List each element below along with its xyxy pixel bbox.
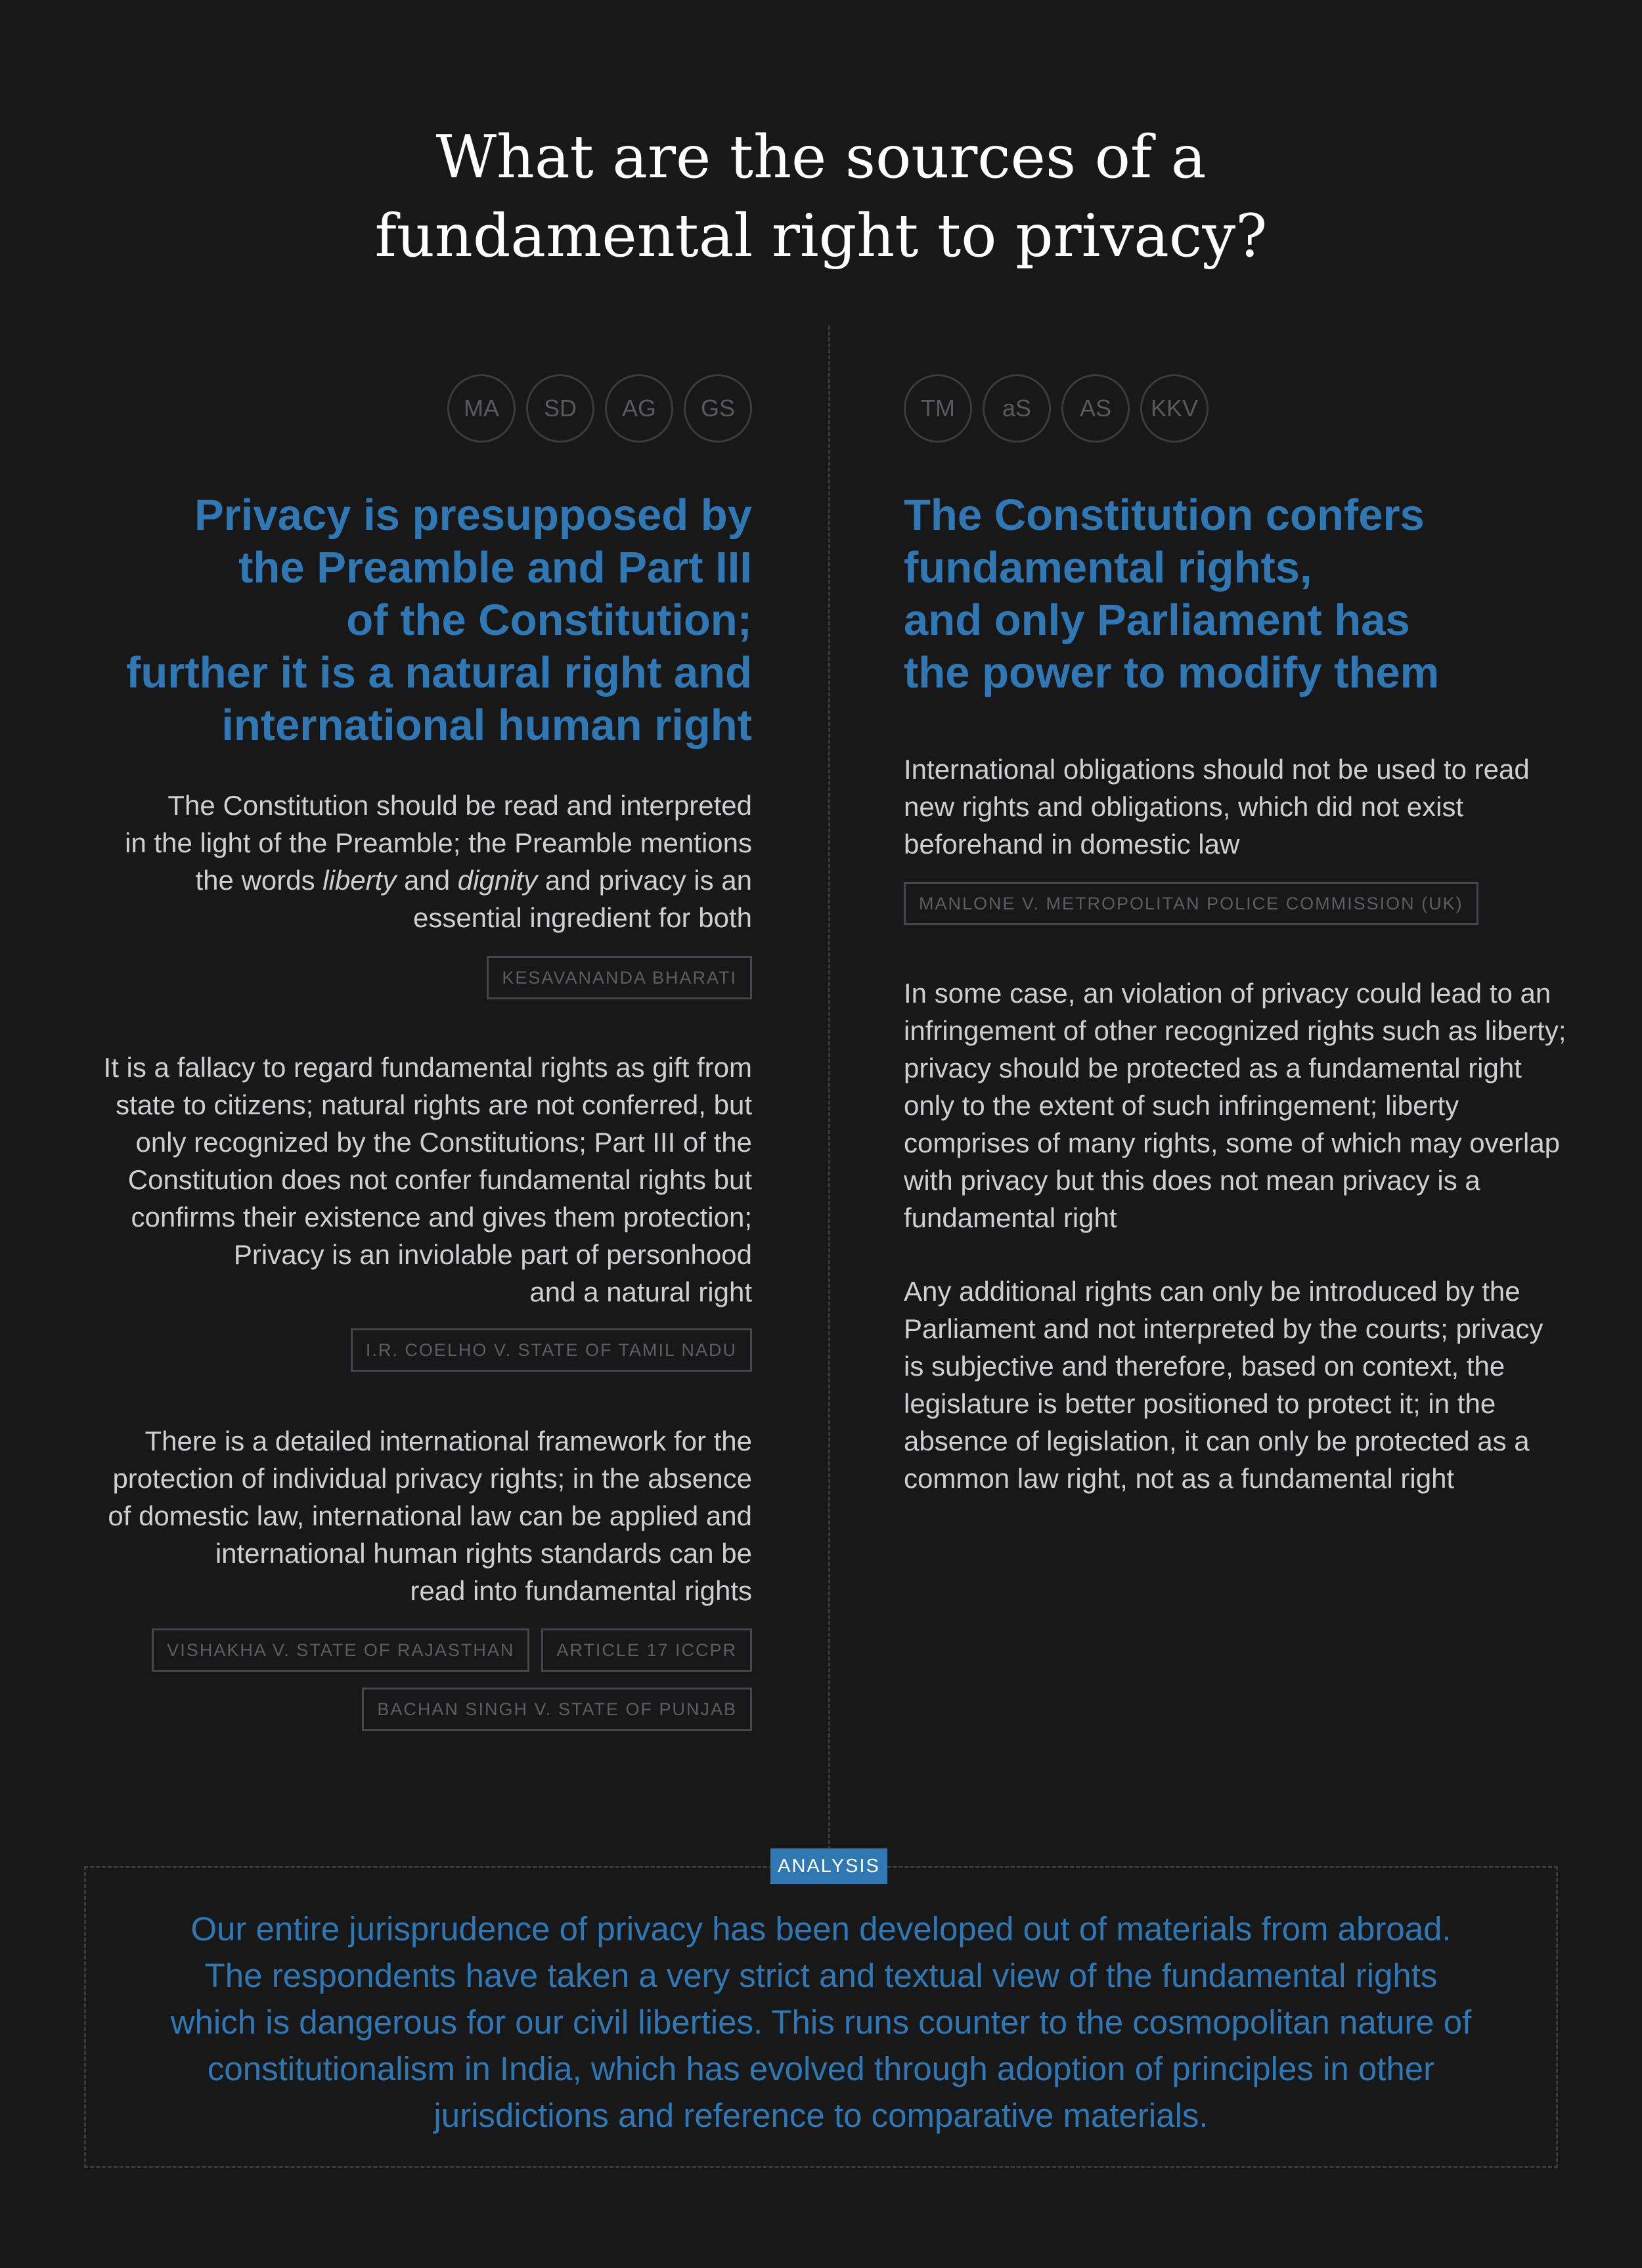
analysis-text (99, 1906, 1543, 2139)
left-argument-1-tags (92, 956, 752, 999)
argument-line: is subjective and therefore, based on context, the (904, 1351, 1505, 1382)
left-heading (92, 489, 752, 752)
right-argument-1-tags (904, 882, 1613, 925)
title-line-2: fundamental right to privacy? (374, 202, 1268, 271)
right-heading-line: and only Parliament has (904, 596, 1410, 645)
left-heading-line: Privacy is presupposed by (194, 491, 752, 540)
analysis-badge: ANALYSIS (770, 1848, 887, 1884)
right-argument-1 (904, 751, 1613, 863)
case-tag[interactable]: KESAVANANDA BHARATI (487, 956, 752, 999)
argument-line: Parliament and not interpreted by the courts; privacy (904, 1313, 1543, 1344)
argument-line: Any additional rights can only be introduced by the (904, 1276, 1520, 1307)
avatar[interactable]: AG (605, 374, 673, 443)
left-argument-2-tags (92, 1328, 752, 1372)
right-argument-2 (904, 974, 1620, 1236)
analysis-line: jurisdictions and reference to comparative materials. (433, 2097, 1209, 2134)
case-tag[interactable]: ARTICLE 17 ICCPR (541, 1628, 752, 1672)
argument-line: international human rights standards can be (215, 1538, 752, 1569)
argument-line: There is a detailed international framework for the (144, 1426, 752, 1456)
case-tag[interactable]: BACHAN SINGH V. STATE OF PUNJAB (362, 1688, 752, 1731)
analysis-line: Our entire jurisprudence of privacy has been developed out of materials from abroad. (190, 1910, 1452, 1948)
left-heading-line: of the Constitution; (346, 596, 752, 645)
argument-line: It is a fallacy to regard fundamental rights as gift from (103, 1052, 752, 1083)
avatar[interactable]: KKV (1140, 374, 1209, 443)
left-argument-3-tags (92, 1628, 752, 1731)
case-tag[interactable]: MANLONE V. METROPOLITAN POLICE COMMISSION (UK) (904, 882, 1478, 925)
avatar[interactable]: TM (904, 374, 972, 443)
argument-line: state to citizens; natural rights are not conferred, but (116, 1089, 752, 1120)
text-run: the words (195, 865, 323, 896)
argument-line: read into fundamental rights (410, 1575, 752, 1606)
argument-line: infringement of other recognized rights such as liberty; (904, 1015, 1566, 1046)
left-heading-line: international human right (221, 701, 752, 750)
argument-line: absence of legislation, it can only be protected as a (904, 1426, 1530, 1456)
argument-line: The Constitution should be read and interpreted (167, 790, 752, 821)
argument-line: protection of individual privacy rights; in the absence (112, 1463, 752, 1494)
argument-line: Privacy is an inviolable part of personhood (233, 1239, 752, 1270)
avatar[interactable]: GS (684, 374, 752, 443)
right-heading-line: fundamental rights, (904, 543, 1312, 592)
argument-line: in the light of the Preamble; the Preamble mentions (125, 827, 752, 858)
left-argument-3 (66, 1422, 752, 1609)
title-line-1: What are the sources of a (435, 123, 1207, 192)
case-tag[interactable]: VISHAKHA V. STATE OF RAJASTHAN (152, 1628, 529, 1672)
argument-line: only recognized by the Constitutions; Part III of the (135, 1127, 752, 1158)
column-divider (828, 326, 830, 1856)
analysis-line: constitutionalism in India, which has evolved through adoption of principles in other (207, 2050, 1435, 2087)
right-avatar-group (904, 374, 1209, 443)
analysis-line: which is dangerous for our civil liberties. This runs counter to the cosmopolitan nature of (170, 2003, 1472, 2041)
argument-line: only to the extent of such infringement; liberty (904, 1090, 1459, 1121)
left-avatar-group (447, 374, 752, 443)
right-heading-line: the power to modify them (904, 648, 1440, 697)
argument-line: new rights and obligations, which did not exist (904, 791, 1464, 822)
right-heading (904, 489, 1600, 699)
avatar[interactable]: aS (983, 374, 1051, 443)
argument-line: and a natural right (529, 1276, 752, 1307)
emphasis-dignity: dignity (457, 865, 538, 896)
page-title (0, 118, 1642, 276)
argument-line: essential ingredient for both (413, 902, 752, 933)
argument-line: with privacy but this does not mean privacy is a (904, 1165, 1480, 1196)
left-heading-line: further it is a natural right and (126, 648, 752, 697)
case-tag[interactable]: I.R. COELHO V. STATE OF TAMIL NADU (351, 1328, 752, 1372)
text-run: and privacy is an (537, 865, 752, 896)
left-argument-2 (66, 1049, 752, 1311)
argument-line: privacy should be protected as a fundamental right (904, 1053, 1522, 1083)
left-heading-line: the Preamble and Part III (238, 543, 752, 592)
analysis-line: The respondents have taken a very strict and textual view of the fundamental rights (204, 1957, 1438, 1994)
avatar[interactable]: SD (526, 374, 594, 443)
argument-line: of domestic law, international law can be applied and (108, 1500, 752, 1531)
argument-line: fundamental right (904, 1202, 1117, 1233)
argument-line: In some case, an violation of privacy could lead to an (904, 978, 1551, 1009)
avatar[interactable]: MA (447, 374, 516, 443)
argument-line: International obligations should not be used to read (904, 754, 1530, 785)
argument-line: Constitution does not confer fundamental rights but (127, 1164, 752, 1195)
avatar[interactable]: AS (1061, 374, 1130, 443)
argument-line: common law right, not as a fundamental right (904, 1463, 1455, 1494)
argument-line (66, 861, 752, 899)
argument-line: comprises of many rights, some of which may overlap (904, 1127, 1561, 1158)
emphasis-liberty: liberty (322, 865, 397, 896)
right-heading-line: The Constitution confers (904, 491, 1425, 540)
argument-line: confirms their existence and gives them protection; (131, 1202, 752, 1232)
argument-line: beforehand in domestic law (904, 829, 1240, 860)
left-argument-1 (66, 787, 752, 936)
right-argument-3 (904, 1273, 1620, 1497)
text-run: and (396, 865, 458, 896)
argument-line: legislature is better positioned to protect it; in the (904, 1388, 1496, 1419)
